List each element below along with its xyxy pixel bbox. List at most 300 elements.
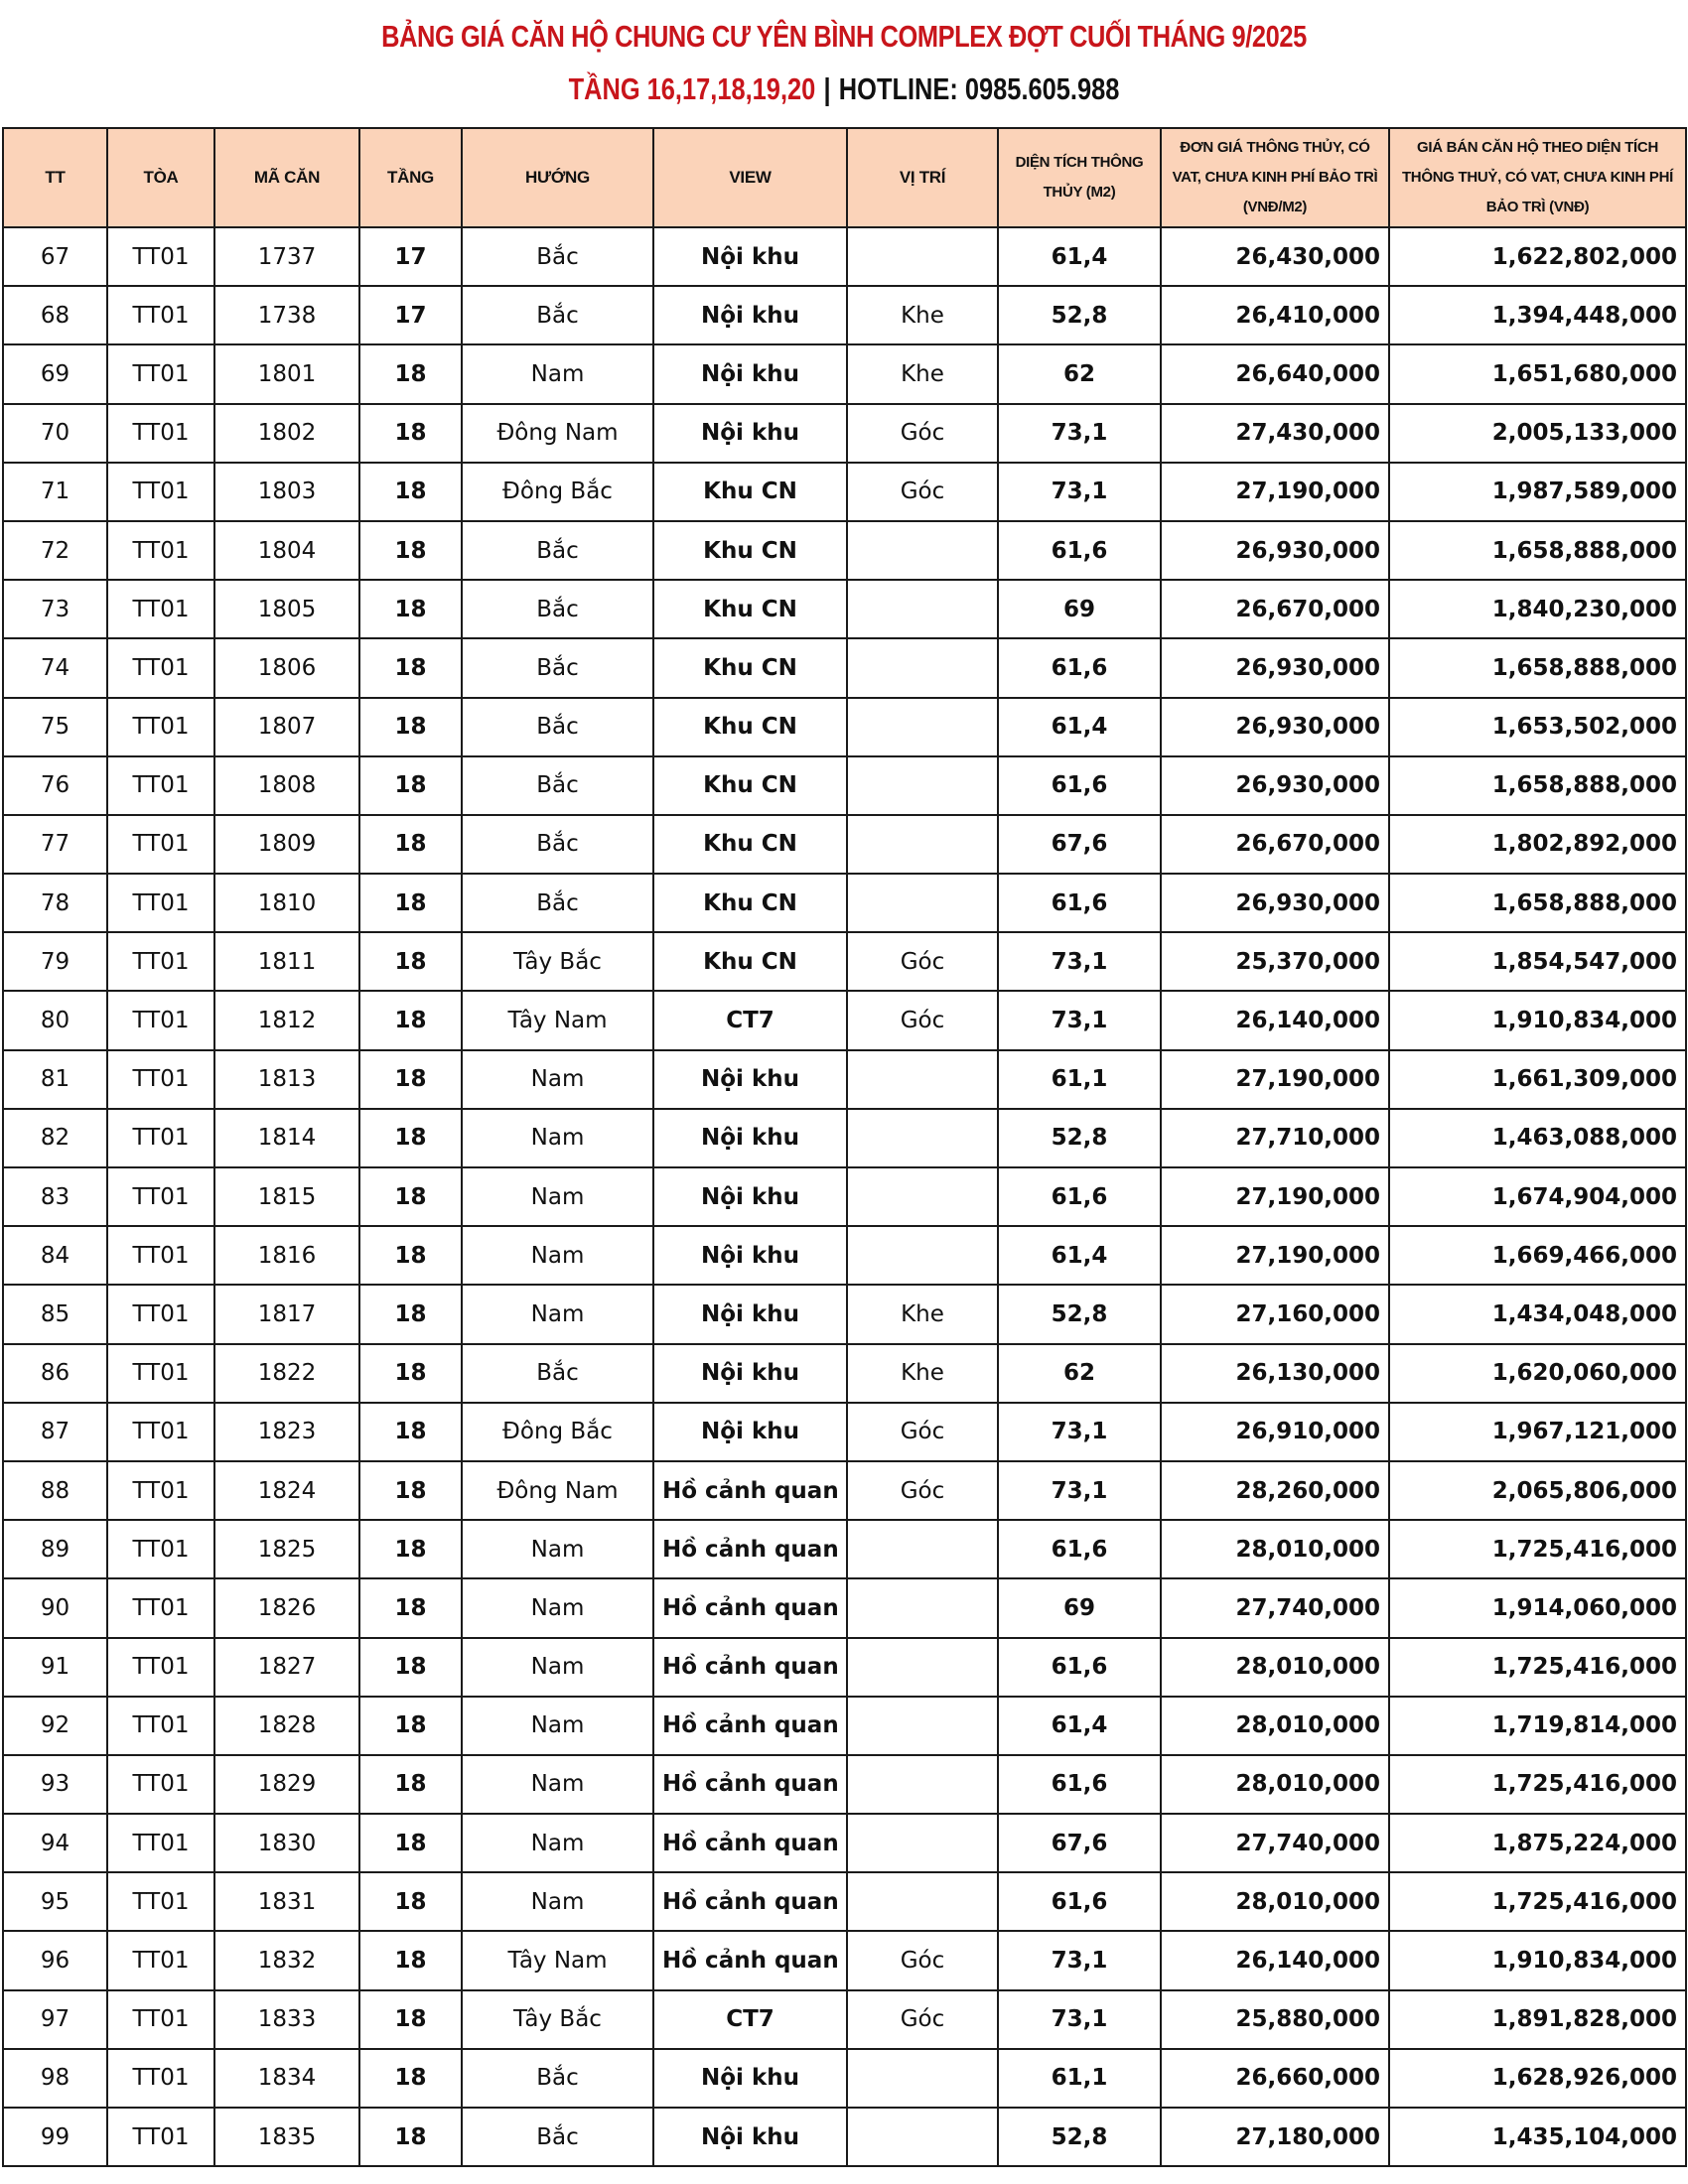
col-header-tt: TT [3,128,107,227]
table-row [3,286,1686,344]
col-header-dien-tich: DIỆN TÍCH THÔNG THỦY (M2) [998,128,1161,227]
cell-huong: Nam [462,1638,653,1697]
cell-ma-can: 1824 [214,1461,359,1520]
cell-don-gia: 26,140,000 [1161,991,1389,1049]
cell-gia-ban: 1,463,088,000 [1389,1109,1686,1167]
cell-view: Hồ cảnh quan [653,1638,847,1697]
cell-huong: Nam [462,1872,653,1931]
cell-huong: Bắc [462,2049,653,2108]
table-row [3,1638,1686,1697]
table-row [3,404,1686,463]
cell-toa: TT01 [107,1344,214,1403]
cell-tt: 97 [3,1990,107,2049]
table-row [3,932,1686,991]
cell-ma-can: 1805 [214,580,359,638]
cell-vi-tri [847,1578,998,1637]
cell-tt: 75 [3,698,107,756]
cell-gia-ban: 1,725,416,000 [1389,1755,1686,1814]
table-row [3,1050,1686,1109]
cell-huong: Bắc [462,756,653,815]
cell-don-gia: 26,930,000 [1161,521,1389,580]
cell-ma-can: 1812 [214,991,359,1049]
cell-tang: 18 [359,404,462,463]
cell-dien-tich: 73,1 [998,463,1161,521]
cell-tang: 18 [359,1755,462,1814]
table-header [3,128,1686,227]
cell-gia-ban: 1,658,888,000 [1389,874,1686,932]
cell-ma-can: 1811 [214,932,359,991]
cell-ma-can: 1825 [214,1520,359,1578]
cell-tang: 18 [359,1344,462,1403]
cell-tang: 18 [359,1226,462,1285]
cell-vi-tri: Góc [847,932,998,991]
cell-dien-tich: 62 [998,344,1161,403]
price-table [2,127,1687,2167]
cell-vi-tri [847,1638,998,1697]
cell-dien-tich: 52,8 [998,286,1161,344]
cell-vi-tri: Góc [847,1931,998,1989]
cell-tang: 18 [359,463,462,521]
cell-tang: 18 [359,2108,462,2166]
cell-toa: TT01 [107,638,214,697]
cell-toa: TT01 [107,991,214,1049]
cell-tang: 18 [359,1403,462,1461]
cell-huong: Nam [462,1285,653,1343]
cell-vi-tri: Khe [847,1344,998,1403]
cell-gia-ban: 1,910,834,000 [1389,991,1686,1049]
cell-tang: 18 [359,2049,462,2108]
cell-view: Nội khu [653,1109,847,1167]
cell-ma-can: 1830 [214,1814,359,1872]
cell-don-gia: 26,930,000 [1161,756,1389,815]
cell-tt: 70 [3,404,107,463]
cell-gia-ban: 1,719,814,000 [1389,1697,1686,1755]
cell-tang: 18 [359,1872,462,1931]
cell-don-gia: 27,180,000 [1161,2108,1389,2166]
cell-dien-tich: 61,6 [998,521,1161,580]
cell-toa: TT01 [107,874,214,932]
cell-dien-tich: 61,6 [998,756,1161,815]
cell-don-gia: 27,430,000 [1161,404,1389,463]
cell-don-gia: 27,160,000 [1161,1285,1389,1343]
cell-don-gia: 28,010,000 [1161,1872,1389,1931]
cell-toa: TT01 [107,463,214,521]
table-row [3,463,1686,521]
cell-dien-tich: 61,4 [998,1697,1161,1755]
cell-tang: 18 [359,1050,462,1109]
cell-huong: Nam [462,1520,653,1578]
cell-ma-can: 1737 [214,227,359,286]
cell-gia-ban: 1,914,060,000 [1389,1578,1686,1637]
cell-toa: TT01 [107,932,214,991]
cell-view: Nội khu [653,1226,847,1285]
table-row [3,1520,1686,1578]
cell-dien-tich: 61,6 [998,1167,1161,1226]
cell-gia-ban: 1,875,224,000 [1389,1814,1686,1872]
col-header-vi-tri: VỊ TRÍ [847,128,998,227]
cell-vi-tri [847,756,998,815]
cell-ma-can: 1810 [214,874,359,932]
cell-ma-can: 1738 [214,286,359,344]
cell-huong: Bắc [462,638,653,697]
cell-view: Hồ cảnh quan [653,1931,847,1989]
cell-toa: TT01 [107,404,214,463]
cell-don-gia: 27,190,000 [1161,1226,1389,1285]
cell-toa: TT01 [107,1226,214,1285]
cell-gia-ban: 1,628,926,000 [1389,2049,1686,2108]
cell-view: CT7 [653,1990,847,2049]
cell-vi-tri [847,1872,998,1931]
cell-huong: Nam [462,1755,653,1814]
table-row [3,2049,1686,2108]
cell-don-gia: 28,010,000 [1161,1520,1389,1578]
cell-toa: TT01 [107,815,214,874]
table-row [3,521,1686,580]
cell-vi-tri [847,1697,998,1755]
table-row [3,1697,1686,1755]
cell-tang: 18 [359,874,462,932]
cell-toa: TT01 [107,1109,214,1167]
cell-tt: 93 [3,1755,107,1814]
table-row [3,1755,1686,1814]
cell-vi-tri: Góc [847,463,998,521]
cell-ma-can: 1815 [214,1167,359,1226]
cell-tt: 82 [3,1109,107,1167]
cell-toa: TT01 [107,2049,214,2108]
table-row [3,1285,1686,1343]
cell-vi-tri [847,815,998,874]
cell-toa: TT01 [107,1167,214,1226]
cell-toa: TT01 [107,756,214,815]
cell-gia-ban: 1,658,888,000 [1389,521,1686,580]
cell-vi-tri [847,521,998,580]
cell-toa: TT01 [107,1520,214,1578]
cell-vi-tri: Khe [847,286,998,344]
cell-gia-ban: 1,661,309,000 [1389,1050,1686,1109]
cell-huong: Nam [462,344,653,403]
cell-dien-tich: 73,1 [998,1990,1161,2049]
cell-tang: 18 [359,344,462,403]
cell-tt: 85 [3,1285,107,1343]
cell-ma-can: 1803 [214,463,359,521]
cell-tt: 71 [3,463,107,521]
cell-view: Nội khu [653,344,847,403]
cell-dien-tich: 52,8 [998,1285,1161,1343]
cell-tt: 73 [3,580,107,638]
table-row [3,1814,1686,1872]
cell-tang: 18 [359,1638,462,1697]
table-row [3,227,1686,286]
cell-vi-tri [847,638,998,697]
cell-dien-tich: 73,1 [998,1403,1161,1461]
cell-toa: TT01 [107,1755,214,1814]
cell-huong: Bắc [462,286,653,344]
cell-don-gia: 26,930,000 [1161,638,1389,697]
col-header-ma-can: MÃ CĂN [214,128,359,227]
cell-vi-tri [847,580,998,638]
cell-vi-tri [847,874,998,932]
cell-toa: TT01 [107,1403,214,1461]
cell-view: Khu CN [653,815,847,874]
cell-dien-tich: 52,8 [998,2108,1161,2166]
cell-view: Nội khu [653,286,847,344]
cell-ma-can: 1826 [214,1578,359,1637]
cell-view: Nội khu [653,1403,847,1461]
cell-view: Nội khu [653,1344,847,1403]
cell-view: Nội khu [653,2108,847,2166]
cell-view: Khu CN [653,463,847,521]
floors-label: TẦNG 16,17,18,19,20 [568,71,816,106]
table-row [3,638,1686,697]
cell-gia-ban: 1,620,060,000 [1389,1344,1686,1403]
cell-view: Nội khu [653,227,847,286]
cell-tt: 79 [3,932,107,991]
cell-huong: Nam [462,1697,653,1755]
cell-vi-tri [847,1050,998,1109]
subtitle-separator: | [823,71,831,106]
table-row [3,756,1686,815]
cell-don-gia: 26,640,000 [1161,344,1389,403]
cell-dien-tich: 61,6 [998,1520,1161,1578]
cell-don-gia: 26,410,000 [1161,286,1389,344]
cell-huong: Bắc [462,1344,653,1403]
cell-dien-tich: 61,6 [998,1638,1161,1697]
cell-dien-tich: 61,6 [998,874,1161,932]
table-row [3,874,1686,932]
cell-tt: 87 [3,1403,107,1461]
cell-tt: 92 [3,1697,107,1755]
cell-dien-tich: 61,4 [998,698,1161,756]
cell-ma-can: 1835 [214,2108,359,2166]
cell-tt: 90 [3,1578,107,1637]
cell-gia-ban: 1,394,448,000 [1389,286,1686,344]
cell-gia-ban: 1,434,048,000 [1389,1285,1686,1343]
cell-vi-tri [847,227,998,286]
cell-don-gia: 28,010,000 [1161,1638,1389,1697]
cell-ma-can: 1804 [214,521,359,580]
cell-tang: 18 [359,1697,462,1755]
cell-gia-ban: 1,669,466,000 [1389,1226,1686,1285]
cell-ma-can: 1833 [214,1990,359,2049]
cell-gia-ban: 1,840,230,000 [1389,580,1686,638]
cell-vi-tri [847,698,998,756]
cell-tang: 18 [359,1990,462,2049]
cell-vi-tri [847,2049,998,2108]
cell-ma-can: 1834 [214,2049,359,2108]
cell-view: Khu CN [653,638,847,697]
cell-gia-ban: 1,802,892,000 [1389,815,1686,874]
cell-toa: TT01 [107,521,214,580]
cell-tt: 68 [3,286,107,344]
cell-vi-tri [847,1814,998,1872]
table-row [3,2108,1686,2166]
cell-dien-tich: 67,6 [998,1814,1161,1872]
cell-gia-ban: 1,622,802,000 [1389,227,1686,286]
table-row [3,1344,1686,1403]
cell-don-gia: 26,660,000 [1161,2049,1389,2108]
cell-ma-can: 1808 [214,756,359,815]
cell-don-gia: 28,010,000 [1161,1697,1389,1755]
cell-toa: TT01 [107,1931,214,1989]
cell-huong: Nam [462,1226,653,1285]
cell-toa: TT01 [107,344,214,403]
cell-view: Hồ cảnh quan [653,1697,847,1755]
cell-ma-can: 1814 [214,1109,359,1167]
cell-view: Hồ cảnh quan [653,1461,847,1520]
cell-ma-can: 1813 [214,1050,359,1109]
cell-view: Khu CN [653,756,847,815]
cell-tang: 17 [359,227,462,286]
cell-view: Khu CN [653,874,847,932]
cell-gia-ban: 1,674,904,000 [1389,1167,1686,1226]
table-row [3,1461,1686,1520]
cell-ma-can: 1817 [214,1285,359,1343]
cell-dien-tich: 61,6 [998,1755,1161,1814]
cell-don-gia: 26,930,000 [1161,874,1389,932]
cell-don-gia: 27,190,000 [1161,1050,1389,1109]
cell-don-gia: 28,010,000 [1161,1755,1389,1814]
cell-dien-tich: 52,8 [998,1109,1161,1167]
cell-ma-can: 1829 [214,1755,359,1814]
cell-gia-ban: 1,725,416,000 [1389,1638,1686,1697]
cell-vi-tri: Góc [847,1403,998,1461]
table-row [3,1578,1686,1637]
cell-vi-tri [847,1755,998,1814]
cell-toa: TT01 [107,1990,214,2049]
cell-tang: 18 [359,521,462,580]
cell-don-gia: 26,930,000 [1161,698,1389,756]
cell-vi-tri [847,1226,998,1285]
table-row [3,344,1686,403]
cell-vi-tri: Góc [847,404,998,463]
cell-view: Nội khu [653,1167,847,1226]
cell-vi-tri: Khe [847,344,998,403]
cell-gia-ban: 1,725,416,000 [1389,1520,1686,1578]
cell-huong: Tây Bắc [462,932,653,991]
cell-huong: Nam [462,1814,653,1872]
cell-huong: Nam [462,1109,653,1167]
cell-vi-tri [847,1520,998,1578]
cell-tang: 18 [359,815,462,874]
cell-tt: 89 [3,1520,107,1578]
cell-dien-tich: 73,1 [998,932,1161,991]
cell-don-gia: 25,370,000 [1161,932,1389,991]
cell-huong: Bắc [462,521,653,580]
cell-ma-can: 1816 [214,1226,359,1285]
cell-don-gia: 27,710,000 [1161,1109,1389,1167]
cell-tt: 81 [3,1050,107,1109]
cell-huong: Tây Nam [462,1931,653,1989]
cell-ma-can: 1827 [214,1638,359,1697]
cell-dien-tich: 67,6 [998,815,1161,874]
page-title: BẢNG GIÁ CĂN HỘ CHUNG CƯ YÊN BÌNH COMPLEX ĐỢT CUỐI THÁNG 9/2025 [381,19,1307,54]
cell-view: Hồ cảnh quan [653,1872,847,1931]
cell-tt: 99 [3,2108,107,2166]
cell-tt: 72 [3,521,107,580]
cell-view: Khu CN [653,580,847,638]
cell-ma-can: 1809 [214,815,359,874]
cell-tang: 18 [359,1931,462,1989]
cell-ma-can: 1806 [214,638,359,697]
col-header-toa: TÒA [107,128,214,227]
cell-don-gia: 26,140,000 [1161,1931,1389,1989]
cell-view: Nội khu [653,404,847,463]
table-row [3,1403,1686,1461]
cell-toa: TT01 [107,227,214,286]
cell-don-gia: 27,190,000 [1161,463,1389,521]
cell-don-gia: 27,740,000 [1161,1578,1389,1637]
cell-don-gia: 26,910,000 [1161,1403,1389,1461]
cell-tang: 18 [359,698,462,756]
cell-gia-ban: 1,435,104,000 [1389,2108,1686,2166]
cell-tang: 18 [359,1578,462,1637]
cell-dien-tich: 61,6 [998,1872,1161,1931]
cell-ma-can: 1801 [214,344,359,403]
cell-dien-tich: 61,1 [998,2049,1161,2108]
cell-view: Nội khu [653,2049,847,2108]
cell-ma-can: 1831 [214,1872,359,1931]
cell-tang: 18 [359,932,462,991]
cell-ma-can: 1822 [214,1344,359,1403]
cell-ma-can: 1828 [214,1697,359,1755]
cell-dien-tich: 61,4 [998,1226,1161,1285]
cell-gia-ban: 1,651,680,000 [1389,344,1686,403]
cell-view: Khu CN [653,698,847,756]
cell-view: Khu CN [653,932,847,991]
cell-huong: Bắc [462,874,653,932]
cell-tt: 95 [3,1872,107,1931]
cell-vi-tri [847,2108,998,2166]
hotline-label: HOTLINE: 0985.605.988 [838,71,1120,106]
cell-tt: 80 [3,991,107,1049]
cell-ma-can: 1802 [214,404,359,463]
cell-view: CT7 [653,991,847,1049]
cell-huong: Bắc [462,580,653,638]
cell-toa: TT01 [107,286,214,344]
cell-view: Khu CN [653,521,847,580]
cell-tt: 67 [3,227,107,286]
col-header-tang: TẦNG [359,128,462,227]
cell-tt: 94 [3,1814,107,1872]
cell-dien-tich: 69 [998,580,1161,638]
col-header-don-gia: ĐƠN GIÁ THÔNG THỦY, CÓ VAT, CHƯA KINH PHÍ BẢO TRÌ (VNĐ/M2) [1161,128,1389,227]
cell-toa: TT01 [107,1638,214,1697]
cell-tt: 84 [3,1226,107,1285]
cell-view: Nội khu [653,1285,847,1343]
cell-toa: TT01 [107,1814,214,1872]
cell-tt: 78 [3,874,107,932]
cell-ma-can: 1832 [214,1931,359,1989]
cell-huong: Bắc [462,227,653,286]
cell-huong: Tây Nam [462,991,653,1049]
cell-tt: 86 [3,1344,107,1403]
cell-tt: 83 [3,1167,107,1226]
cell-tt: 98 [3,2049,107,2108]
cell-tang: 18 [359,1520,462,1578]
cell-toa: TT01 [107,1050,214,1109]
cell-huong: Đông Nam [462,1461,653,1520]
cell-don-gia: 25,880,000 [1161,1990,1389,2049]
cell-gia-ban: 1,967,121,000 [1389,1403,1686,1461]
cell-toa: TT01 [107,1697,214,1755]
cell-tang: 18 [359,638,462,697]
cell-vi-tri: Góc [847,1461,998,1520]
cell-toa: TT01 [107,1872,214,1931]
table-row [3,1109,1686,1167]
cell-toa: TT01 [107,1578,214,1637]
cell-vi-tri: Góc [847,991,998,1049]
cell-huong: Nam [462,1167,653,1226]
